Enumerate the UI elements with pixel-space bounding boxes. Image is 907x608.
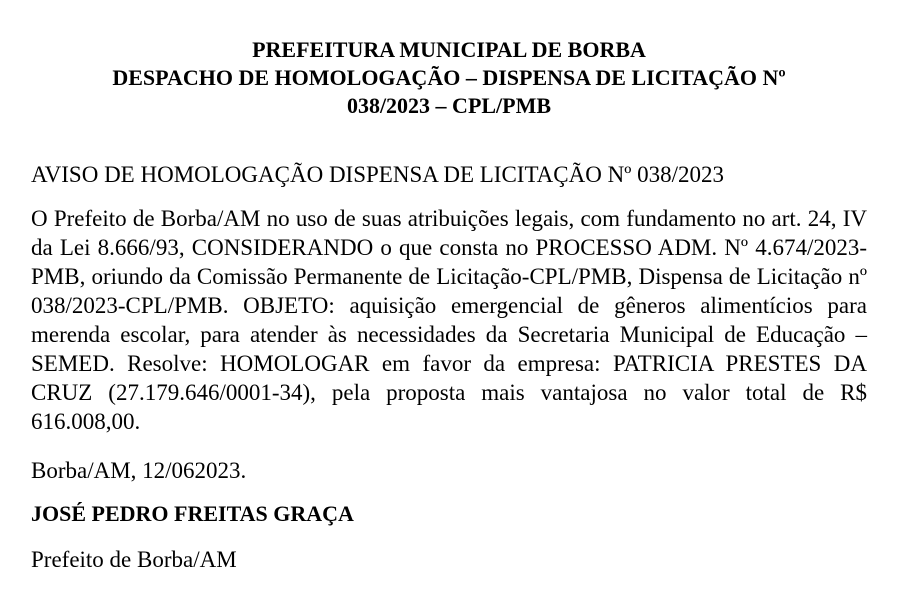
header-dispatch-number: 038/2023 – CPL/PMB <box>346 93 552 118</box>
homologation-body: O Prefeito de Borba/AM no uso de suas atribuições legais, com fundamento no art. 24, IV da Lei 8.666/93, CONSIDERANDO o que consta no PROCESSO ADM. Nº 4.674/2023-PMB, oriundo da Comissão Permanente de Licitação-CPL/PMB, Dispensa de Licitação nº 038/2023-CPL/PMB. OBJETO: aquisição emergencial de gêneros alimentícios para merenda escolar, para atender às necessidades da Secretaria Municipal de Educação – SEMED. Resolve: HOMOLOGAR em favor da empresa: PATRICIA PRESTES DA CRUZ (27.179.646/0001-34), pela proposta mais vantajosa no valor total de R$ 616.008,00. <box>31 206 867 434</box>
header-dispatch-title: DESPACHO DE HOMOLOGAÇÃO – DISPENSA DE LICITAÇÃO Nº <box>112 65 786 90</box>
place-date: Borba/AM, 12/062023. <box>31 458 247 483</box>
aviso-title: AVISO DE HOMOLOGAÇÃO DISPENSA DE LICITAÇÃO Nº 038/2023 <box>31 162 724 187</box>
header-municipality: PREFEITURA MUNICIPAL DE BORBA <box>252 37 646 62</box>
signer-name: JOSÉ PEDRO FREITAS GRAÇA <box>31 501 354 526</box>
document-header <box>31 36 867 120</box>
signer-role: Prefeito de Borba/AM <box>31 547 237 572</box>
